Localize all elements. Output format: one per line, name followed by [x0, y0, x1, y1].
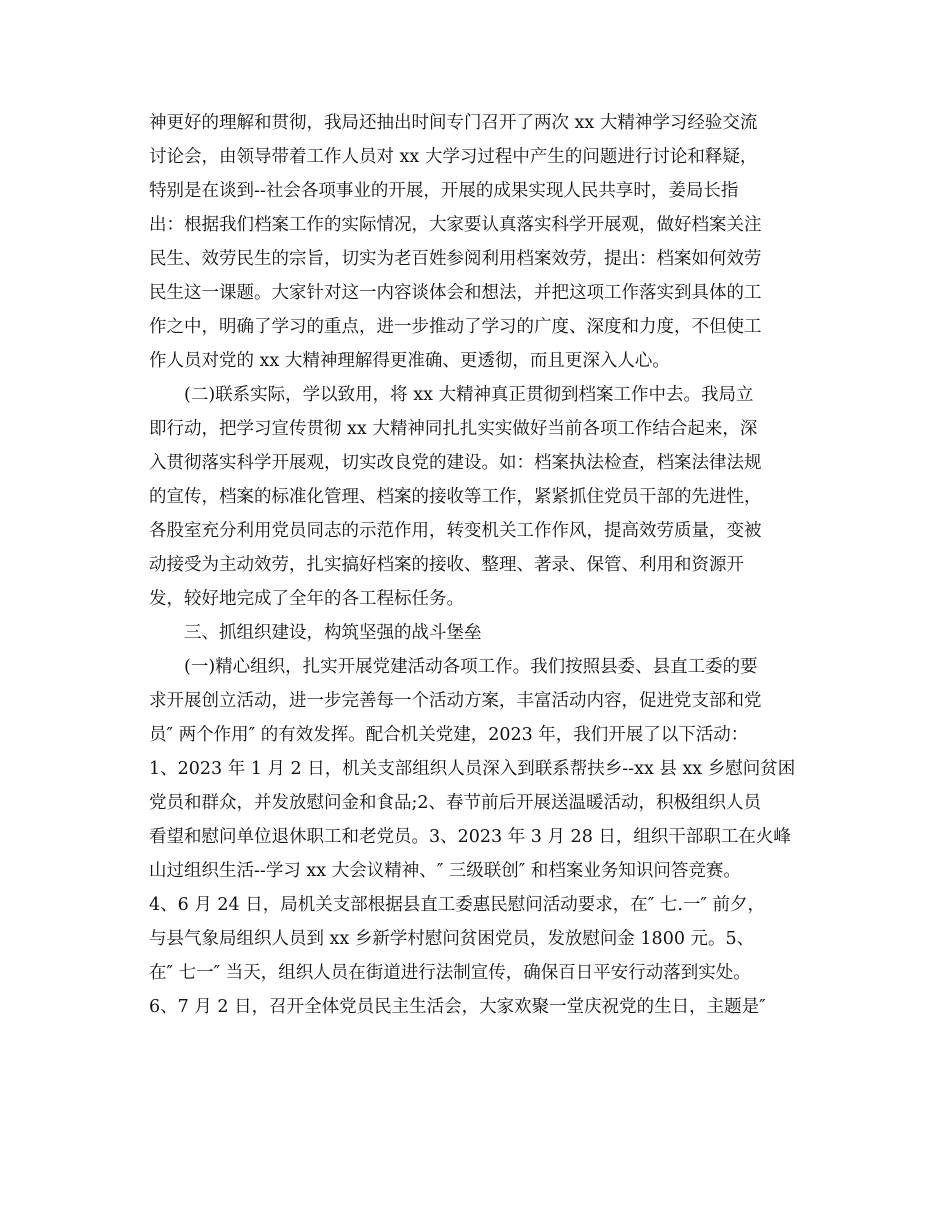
text-line: 入贯彻落实科学开展观，切实改良党的建设。如：档案执法检查，档案法律法规 [149, 453, 762, 473]
text-line: 看望和慰问单位退休职工和老党员。3、2023 年 3 月 28 日，组织干部职工在火峰 [149, 827, 791, 847]
text-line: 山过组织生活--学习 xx 大会议精神、″ 三级联创″ 和档案业务知识问答竞赛。 [149, 861, 741, 881]
text-line: 民生、效劳民生的宗旨，切实为老百姓参阅利用档案效劳，提出：档案如何效劳 [149, 249, 762, 269]
text-line: 作人员对党的 xx 大精神理解得更准确、更透彻，而且更深入人心。 [149, 351, 670, 371]
text-line: 1、2023 年 1 月 2 日，机关支部组织人员深入到联系帮扶乡--xx 县 xx 乡慰问贫困 [149, 759, 796, 779]
text-line: 与县气象局组织人员到 xx 乡新学村慰问贫困党员，发放慰问金 1800 元。5、 [149, 929, 755, 949]
text-line: 各股室充分利用党员同志的示范作用，转变机关工作作风，提高效劳质量，变被 [149, 521, 762, 541]
text-line: 4、6 月 24 日，局机关支部根据县直工委惠民慰问活动要求，在″ 七.一″ 前夕， [149, 895, 765, 915]
text-line: 特别是在谈到--社会各项事业的开展，开展的成果实现人民共享时，姜局长指 [149, 181, 739, 201]
text-line: 员″ 两个作用″ 的有效发挥。配合机关党建，2023 年，我们开展了以下活动： [149, 725, 749, 745]
text-line: 在″ 七一″ 当天，组织人员在街道进行法制宣传，确保百日平安行动落到实处。 [149, 963, 751, 983]
text-line: 民生这一课题。大家针对这一内容谈体会和想法，并把这项工作落实到具体的工 [149, 283, 762, 303]
text-line: (一)精心组织，扎实开展党建活动各项工作。我们按照县委、县直工委的要 [184, 657, 758, 677]
text-line: (二)联系实际，学以致用，将 xx 大精神真正贯彻到档案工作中去。我局立 [184, 385, 754, 405]
text-line: 即行动，把学习宣传贯彻 xx 大精神同扎扎实实做好当前各项工作结合起来，深 [149, 419, 758, 439]
text-line: 神更好的理解和贯彻，我局还抽出时间专门召开了两次 xx 大精神学习经验交流 [149, 113, 758, 133]
text-line: 6、7 月 2 日，召开全体党员民主生活会，大家欢聚一堂庆祝党的生日，主题是″ [149, 997, 766, 1017]
text-line: 讨论会，由领导带着工作人员对 xx 大学习过程中产生的问题进行讨论和释疑， [149, 147, 758, 167]
text-line: 发，较好地完成了全年的各工程标任务。 [149, 589, 464, 609]
body-text [149, 106, 809, 1024]
text-line: 出：根据我们档案工作的实际情况，大家要认真落实科学开展观，做好档案关注 [149, 215, 762, 235]
text-line: 求开展创立活动，进一步完善每一个活动方案，丰富活动内容，促进党支部和党 [149, 691, 762, 711]
text-line: 三、抓组织建设，构筑坚强的战斗堡垒 [184, 623, 482, 643]
text-line: 的宣传，档案的标准化管理、档案的接收等工作，紧紧抓住党员干部的先进性， [149, 487, 762, 507]
text-line: 党员和群众，并发放慰问金和食品;2、春节前后开展送温暖活动，积极组织人员 [149, 793, 762, 813]
text-line: 动接受为主动效劳，扎实搞好档案的接收、整理、著录、保管、利用和资源开 [149, 555, 744, 575]
text-line: 作之中，明确了学习的重点，进一步推动了学习的广度、深度和力度，不但使工 [149, 317, 762, 337]
